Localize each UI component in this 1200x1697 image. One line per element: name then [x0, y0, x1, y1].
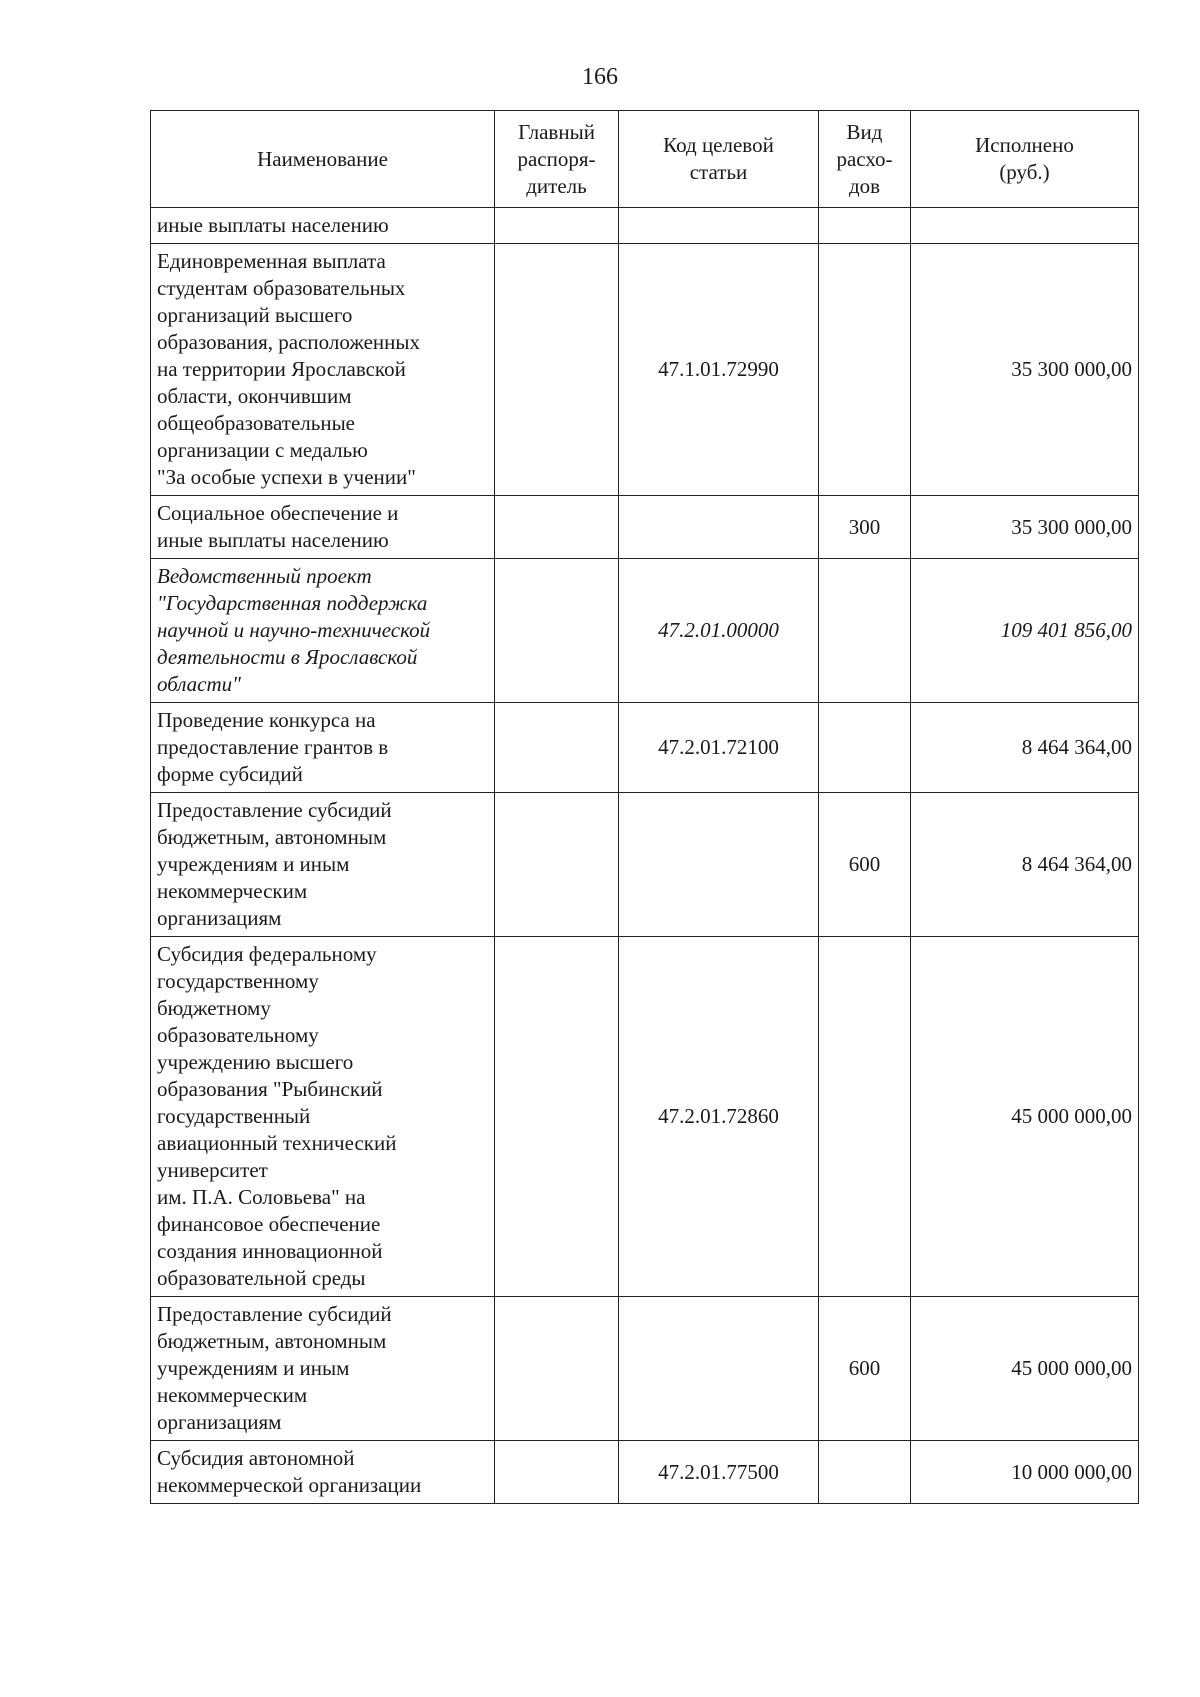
- row-name-cell: Единовременная выплата студентам образовательных организаций высшего образования, расположенных на территории Ярославской области, окончившим общеобразовательные организации с медалью "За особые успехи в учении": [151, 244, 495, 496]
- row-code-cell: [619, 793, 819, 937]
- row-sum-cell: 8 464 364,00: [911, 703, 1139, 793]
- row-name-cell: Проведение конкурса на предоставление грантов в форме субсидий: [151, 703, 495, 793]
- table-row: [151, 208, 1139, 244]
- page-number: 166: [582, 64, 618, 90]
- row-name-cell: иные выплаты населению: [151, 208, 495, 244]
- row-grbs-cell: [495, 559, 619, 703]
- row-name-cell: Предоставление субсидий бюджетным, автономным учреждениям и иным некоммерческим организациям: [151, 793, 495, 937]
- row-type-cell: [819, 208, 911, 244]
- row-code-cell: 47.2.01.00000: [619, 559, 819, 703]
- table-row: [151, 1297, 1139, 1441]
- row-type-cell: [819, 244, 911, 496]
- row-grbs-cell: [495, 703, 619, 793]
- header-name: Наименование: [151, 111, 495, 208]
- table-row: [151, 793, 1139, 937]
- row-name-cell: Субсидия автономной некоммерческой организации: [151, 1441, 495, 1504]
- row-name-cell: Ведомственный проект "Государственная поддержка научной и научно-технической деятельности в Ярославской области": [151, 559, 495, 703]
- table-header-row: [151, 111, 1139, 208]
- row-sum-cell: [911, 208, 1139, 244]
- row-grbs-cell: [495, 496, 619, 559]
- row-grbs-cell: [495, 793, 619, 937]
- header-type: Вид расхо- дов: [819, 111, 911, 208]
- row-type-cell: 300: [819, 496, 911, 559]
- row-sum-cell: 10 000 000,00: [911, 1441, 1139, 1504]
- row-grbs-cell: [495, 1297, 619, 1441]
- header-sum: Исполнено (руб.): [911, 111, 1139, 208]
- row-code-cell: [619, 496, 819, 559]
- row-type-cell: [819, 1441, 911, 1504]
- row-sum-cell: 35 300 000,00: [911, 244, 1139, 496]
- row-sum-cell: 8 464 364,00: [911, 793, 1139, 937]
- row-sum-cell: 45 000 000,00: [911, 937, 1139, 1297]
- row-grbs-cell: [495, 244, 619, 496]
- row-grbs-cell: [495, 937, 619, 1297]
- row-code-cell: [619, 1297, 819, 1441]
- row-type-cell: 600: [819, 1297, 911, 1441]
- row-code-cell: 47.1.01.72990: [619, 244, 819, 496]
- table-row: [151, 496, 1139, 559]
- row-sum-cell: 45 000 000,00: [911, 1297, 1139, 1441]
- row-sum-cell: 35 300 000,00: [911, 496, 1139, 559]
- row-code-cell: 47.2.01.72100: [619, 703, 819, 793]
- header-code: Код целевой статьи: [619, 111, 819, 208]
- budget-table: [150, 110, 1139, 1504]
- row-code-cell: 47.2.01.72860: [619, 937, 819, 1297]
- row-name-cell: Социальное обеспечение и иные выплаты населению: [151, 496, 495, 559]
- row-grbs-cell: [495, 208, 619, 244]
- table-row: [151, 1441, 1139, 1504]
- table-row: [151, 703, 1139, 793]
- row-name-cell: Субсидия федеральному государственному бюджетному образовательному учреждению высшего образования "Рыбинский государственный авиационный технический университет им. П.А. Соловьева" на финансовое обеспечение создания инновационной образовательной среды: [151, 937, 495, 1297]
- row-code-cell: [619, 208, 819, 244]
- row-name-cell: Предоставление субсидий бюджетным, автономным учреждениям и иным некоммерческим организациям: [151, 1297, 495, 1441]
- table-row: [151, 559, 1139, 703]
- row-type-cell: [819, 559, 911, 703]
- header-grbs: Главный распоря- дитель: [495, 111, 619, 208]
- row-sum-cell: 109 401 856,00: [911, 559, 1139, 703]
- table-row: [151, 937, 1139, 1297]
- table-row: [151, 244, 1139, 496]
- row-type-cell: [819, 703, 911, 793]
- row-code-cell: 47.2.01.77500: [619, 1441, 819, 1504]
- row-type-cell: [819, 937, 911, 1297]
- table-body: [151, 208, 1139, 1504]
- row-type-cell: 600: [819, 793, 911, 937]
- row-grbs-cell: [495, 1441, 619, 1504]
